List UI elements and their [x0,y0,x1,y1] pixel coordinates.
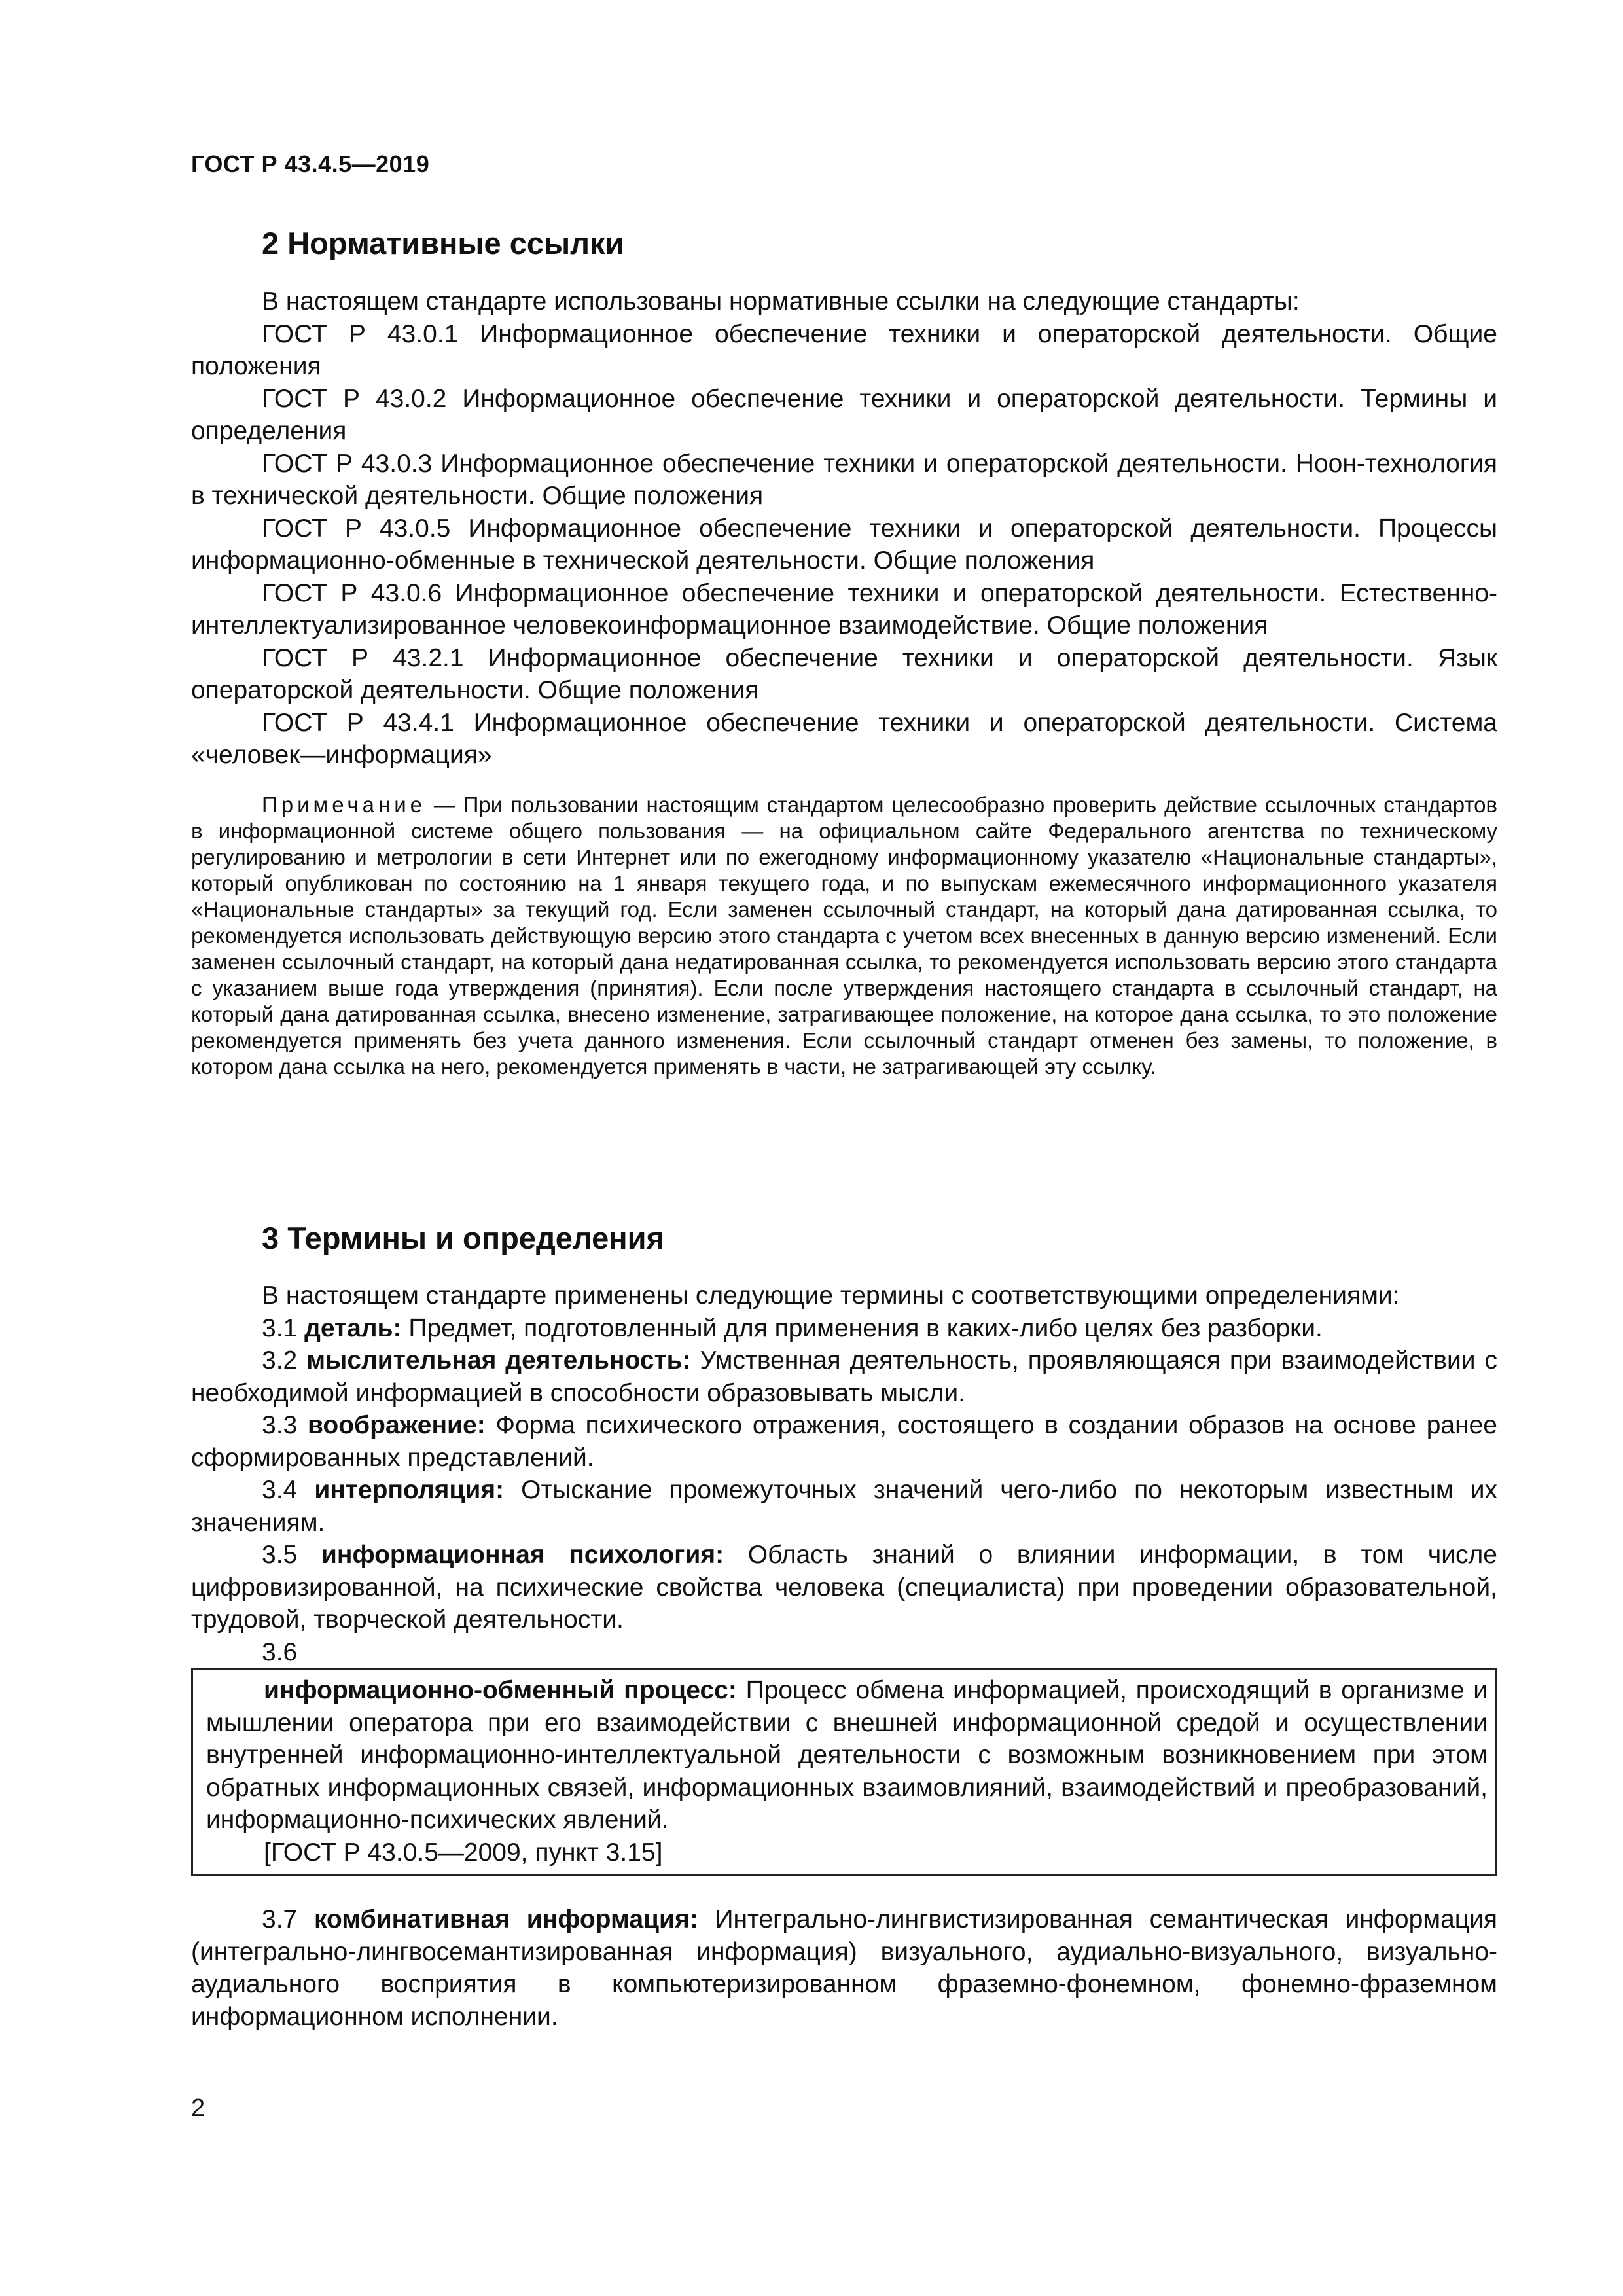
note-label: Примечание [262,793,427,817]
term-definition: Интегрально-лингвистизированная семантическая информация (интегрально-лингвосемантизированная информация) визуального, аудиально-визуального, визуально-аудиального восприятия в компьютеризированном фраземно-фонемном, фонемно-фраземном информационном исполнении. [191,1905,1498,2031]
note-text: — При пользовании настоящим стандартом целесообразно проверить действие ссылочных стандартов в информационной системе общего пользования — на официальном сайте Федерального агентства по техническому регулированию и метрологии в сети Интернет или по ежегодному информационному указателю «Национальные стандарты», который опубликован по состоянию на 1 января текущего года, и по выпускам ежемесячного информационного указателя «Национальные стандарты» за текущий год. Если заменен ссылочный стандарт, на который дана датированная ссылка, то рекомендуется использовать действующую версию этого стандарта с учетом всех внесенных в данную версию изменений. Если заменен ссылочный стандарт, на который дана недатированная ссылка, то рекомендуется использовать версию этого стандарта с указанием выше года утверждения (принятия). Если после утверждения настоящего стандарта в ссылочный стандарт, на который дана датированная ссылка, внесено изменение, затрагивающее положение, на которое дана ссылка, то это положение рекомендуется применять без учета данного изменения. Если ссылочный стандарт отменен без замены, то положение, в котором дана ссылка на него, рекомендуется применять в части, не затрагивающей эту ссылку. [191,793,1497,1079]
term-entry [191,1474,1497,1539]
term-name: воображение: [307,1411,486,1439]
term-name: информационная психология: [321,1541,724,1569]
section-2-note [191,792,1497,1080]
term-entry [206,1674,1488,1837]
reference-item: ГОСТ Р 43.0.1 Информационное обеспечение техники и операторской деятельности. Общие положения [191,319,1497,380]
term-entry [191,1344,1497,1409]
term-entry [191,1312,1497,1345]
term-name: комбинативная информация: [313,1905,698,1933]
term-entry [191,1539,1497,1636]
term-definition: Область знаний о влиянии информации, в том числе цифровизированной, на психические свойства человека (специалиста) при проведении образовательной, трудовой, творческой деятельности. [191,1541,1497,1634]
reference-item: ГОСТ Р 43.0.5 Информационное обеспечение техники и операторской деятельности. Процессы информационно-обменные в технической деятельности. Общие положения [191,514,1497,575]
section-2-intro: В настоящем стандарте использованы нормативные ссылки на следующие стандарты: [262,287,1300,315]
term-definition: Процесс обмена информацией, происходящий в организме и мышлении оператора при его взаимодействии с внешней информационной средой и осуществлении внутренней информационно-интеллектуальной деятельности с возможным возникновением при этом обратных информационных связей, информационных взаимовлияний, взаимодействий и преобразований, информационно-психических явлений. [206,1676,1488,1834]
term-entry [191,1903,1497,2033]
term-name: деталь: [304,1314,402,1342]
term-source: [ГОСТ Р 43.0.5—2009, пункт 3.15] [264,1838,663,1867]
section-3-body [191,1280,1497,2033]
term-definition: Отыскание промежуточных значений чего-либо по некоторым известным их значениям. [191,1476,1497,1537]
borrowed-term-box [191,1668,1497,1876]
section-3-intro: В настоящем стандарте применены следующие термины с соответствующими определениями: [262,1282,1400,1310]
section-normative-references [191,224,1497,263]
term-number: 3.2 [262,1346,298,1374]
document-code: ГОСТ Р 43.4.5—2019 [191,151,430,177]
term-number: 3.3 [262,1411,298,1439]
term-definition: Умственная деятельность, проявляющаяся при взаимодействии с необходимой информацией в способности образовывать мысли. [191,1346,1498,1407]
page-number: 2 [191,2094,205,2122]
section-3-title: 3 Термины и определения [262,1221,664,1255]
term-number: 3.5 [262,1541,298,1569]
reference-item: ГОСТ Р 43.4.1 Информационное обеспечение техники и операторской деятельности. Система «человек—информация» [191,708,1497,769]
reference-item: ГОСТ Р 43.0.6 Информационное обеспечение техники и операторской деятельности. Естественно-интеллектуализированное человекоинформационное взаимодействие. Общие положения [191,579,1497,639]
note-paragraph [191,792,1497,1080]
term-name: мыслительная деятельность: [306,1346,691,1374]
term-name: интерполяция: [314,1476,505,1504]
term-name: информационно-обменный процесс: [264,1676,737,1704]
term-number-3-6: 3.6 [262,1638,298,1666]
section-2-title: 2 Нормативные ссылки [262,226,624,260]
section-2-body [191,285,1497,772]
section-terms [191,1219,1497,1258]
reference-item: ГОСТ Р 43.0.3 Информационное обеспечение техники и операторской деятельности. Ноон-технология в технической деятельности. Общие положения [191,449,1497,510]
reference-item: ГОСТ Р 43.0.2 Информационное обеспечение техники и операторской деятельности. Термины и определения [191,384,1497,445]
reference-item: ГОСТ Р 43.2.1 Информационное обеспечение техники и операторской деятельности. Язык операторской деятельности. Общие положения [191,643,1497,704]
term-number: 3.7 [262,1905,298,1933]
term-definition: Форма психического отражения, состоящего в создании образов на основе ранее сформированных представлений. [191,1411,1497,1472]
term-number: 3.1 [262,1314,298,1342]
term-entry [191,1409,1497,1474]
term-definition: Предмет, подготовленный для применения в каких-либо целях без разборки. [401,1314,1323,1342]
term-number: 3.4 [262,1476,298,1504]
